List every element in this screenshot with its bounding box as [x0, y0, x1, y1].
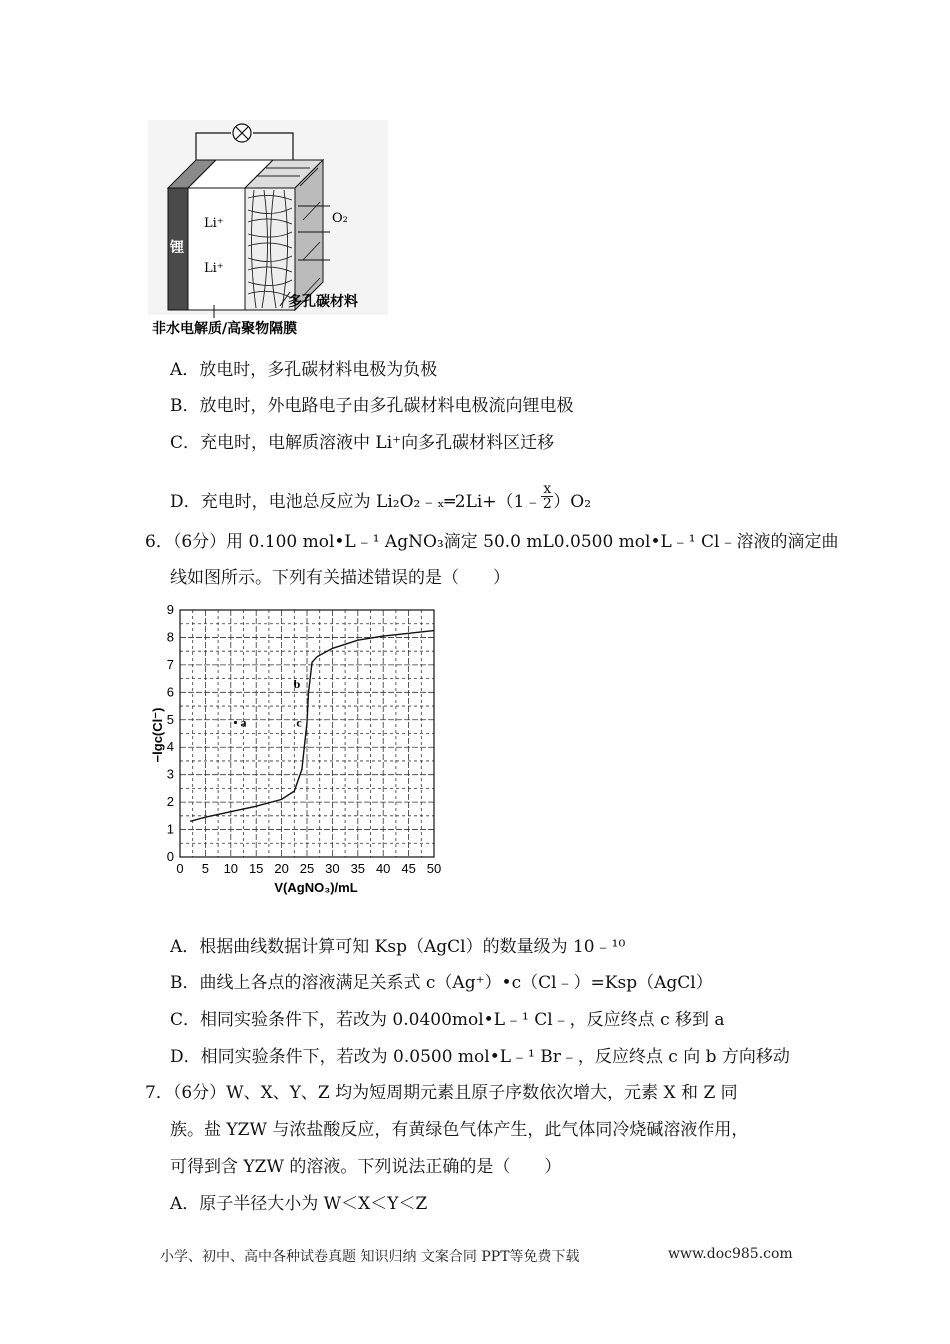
- y-tick-label: 6: [166, 684, 174, 700]
- x-axis-label: V(AgNO₃)/mL: [274, 880, 358, 895]
- footer-url[interactable]: www.doc985.com: [668, 1246, 793, 1262]
- chart-ticks: [167, 602, 441, 876]
- q6-option-c: C．相同实验条件下，若改为 0.0400mol•L﹣¹ Cl﹣，反应终点 c 移到 a: [170, 1010, 725, 1030]
- lithium-air-battery-diagram: [148, 120, 388, 342]
- q6-option-b: B．曲线上各点的溶液满足关系式 c（Ag⁺）•c（Cl﹣）=Ksp（AgCl）: [170, 973, 713, 993]
- y-tick-label: 7: [166, 656, 174, 672]
- x-tick-label: 20: [274, 861, 289, 876]
- point-label-b: b: [293, 677, 301, 692]
- x-tick-label: 5: [201, 861, 210, 876]
- x-tick-label: 35: [350, 861, 366, 876]
- chart-grid: [180, 610, 434, 857]
- y-tick-label: 5: [166, 711, 174, 727]
- y-tick-label: 1: [166, 821, 174, 837]
- fraction: [541, 482, 553, 511]
- ion-label-1: Li⁺: [204, 216, 224, 231]
- x-tick-label: 40: [375, 861, 391, 876]
- x-tick-label: 50: [426, 861, 442, 876]
- x-tick-label: 0: [176, 861, 184, 876]
- footer-text: 小学、初中、高中各种试卷真题 知识归纳 文案合同 PPT等免费下载: [160, 1249, 580, 1265]
- titration-curve: [190, 631, 434, 822]
- lithium-label: 锂: [170, 240, 184, 256]
- y-tick-label: 2: [166, 794, 174, 810]
- titration-curve-chart: [148, 600, 448, 900]
- chart-points: [234, 677, 302, 729]
- q5-option-d-suffix: ）O₂: [553, 492, 592, 512]
- y-tick-label: 3: [166, 766, 174, 782]
- x-tick-label: 15: [248, 861, 264, 876]
- point-label-c: c: [296, 715, 302, 730]
- x-tick-label: 10: [223, 861, 239, 876]
- y-axis-label: −lgc(Cl⁻): [150, 707, 165, 763]
- q6-option-a: A．根据曲线数据计算可知 Ksp（AgCl）的数量级为 10﹣¹⁰: [170, 937, 626, 957]
- y-tick-label: 8: [166, 629, 174, 645]
- q6-option-d: D．相同实验条件下，若改为 0.0500 mol•L﹣¹ Br﹣，反应终点 c 向 b 方向移动: [170, 1047, 790, 1067]
- q5-option-b: B．放电时，外电路电子由多孔碳材料电极流向锂电极: [170, 396, 574, 416]
- q5-option-d-prefix: D．充电时，电池总反应为 Li₂O₂﹣ₓ═2Li+（1﹣: [170, 492, 542, 512]
- y-tick-label: 9: [166, 602, 174, 617]
- fraction-denominator: 2: [542, 496, 552, 512]
- q6-stem-line-2: 线如图所示。下列有关描述错误的是（ ）: [170, 568, 510, 588]
- chart-series: [190, 631, 434, 822]
- q5-option-c: C．充电时，电解质溶液中 Li⁺向多孔碳材料区迁移: [170, 433, 555, 453]
- q5-option-a: A．放电时，多孔碳材料电极为负极: [170, 360, 438, 380]
- membrane-label: 非水电解质/高聚物隔膜: [152, 321, 298, 337]
- lamp-icon: [233, 124, 251, 142]
- y-tick-label: 4: [166, 739, 174, 755]
- q5-option-d: [170, 481, 592, 517]
- ion-label-2: Li⁺: [204, 261, 224, 276]
- fraction-numerator: x: [543, 481, 552, 497]
- q7-option-a: A．原子半径大小为 W＜X＜Y＜Z: [170, 1194, 428, 1214]
- y-tick-label: 0: [166, 849, 174, 864]
- point-marker-a: [234, 721, 237, 724]
- point-label-a: a: [240, 715, 247, 730]
- x-tick-label: 45: [401, 861, 416, 876]
- q7-stem-line-1: 7．（6分）W、X、Y、Z 均为短周期元素且原子序数依次增大，元素 X 和 Z 同: [145, 1083, 738, 1103]
- x-tick-label: 25: [299, 861, 315, 876]
- q6-stem-line-1: 6．（6分）用 0.100 mol•L﹣¹ AgNO₃滴定 50.0 mL0.0500 mol•L﹣¹ Cl﹣溶液的滴定曲: [145, 532, 839, 552]
- oxygen-label: O₂: [332, 211, 348, 226]
- x-tick-label: 30: [325, 861, 340, 876]
- q7-stem-line-2: 族。盐 YZW 与浓盐酸反应，有黄绿色气体产生，此气体同冷烧碱溶液作用，: [170, 1120, 749, 1140]
- porous-carbon-label: 多孔碳材料: [288, 294, 358, 310]
- q7-stem-line-3: 可得到含 YZW 的溶液。下列说法正确的是（ ）: [170, 1157, 562, 1177]
